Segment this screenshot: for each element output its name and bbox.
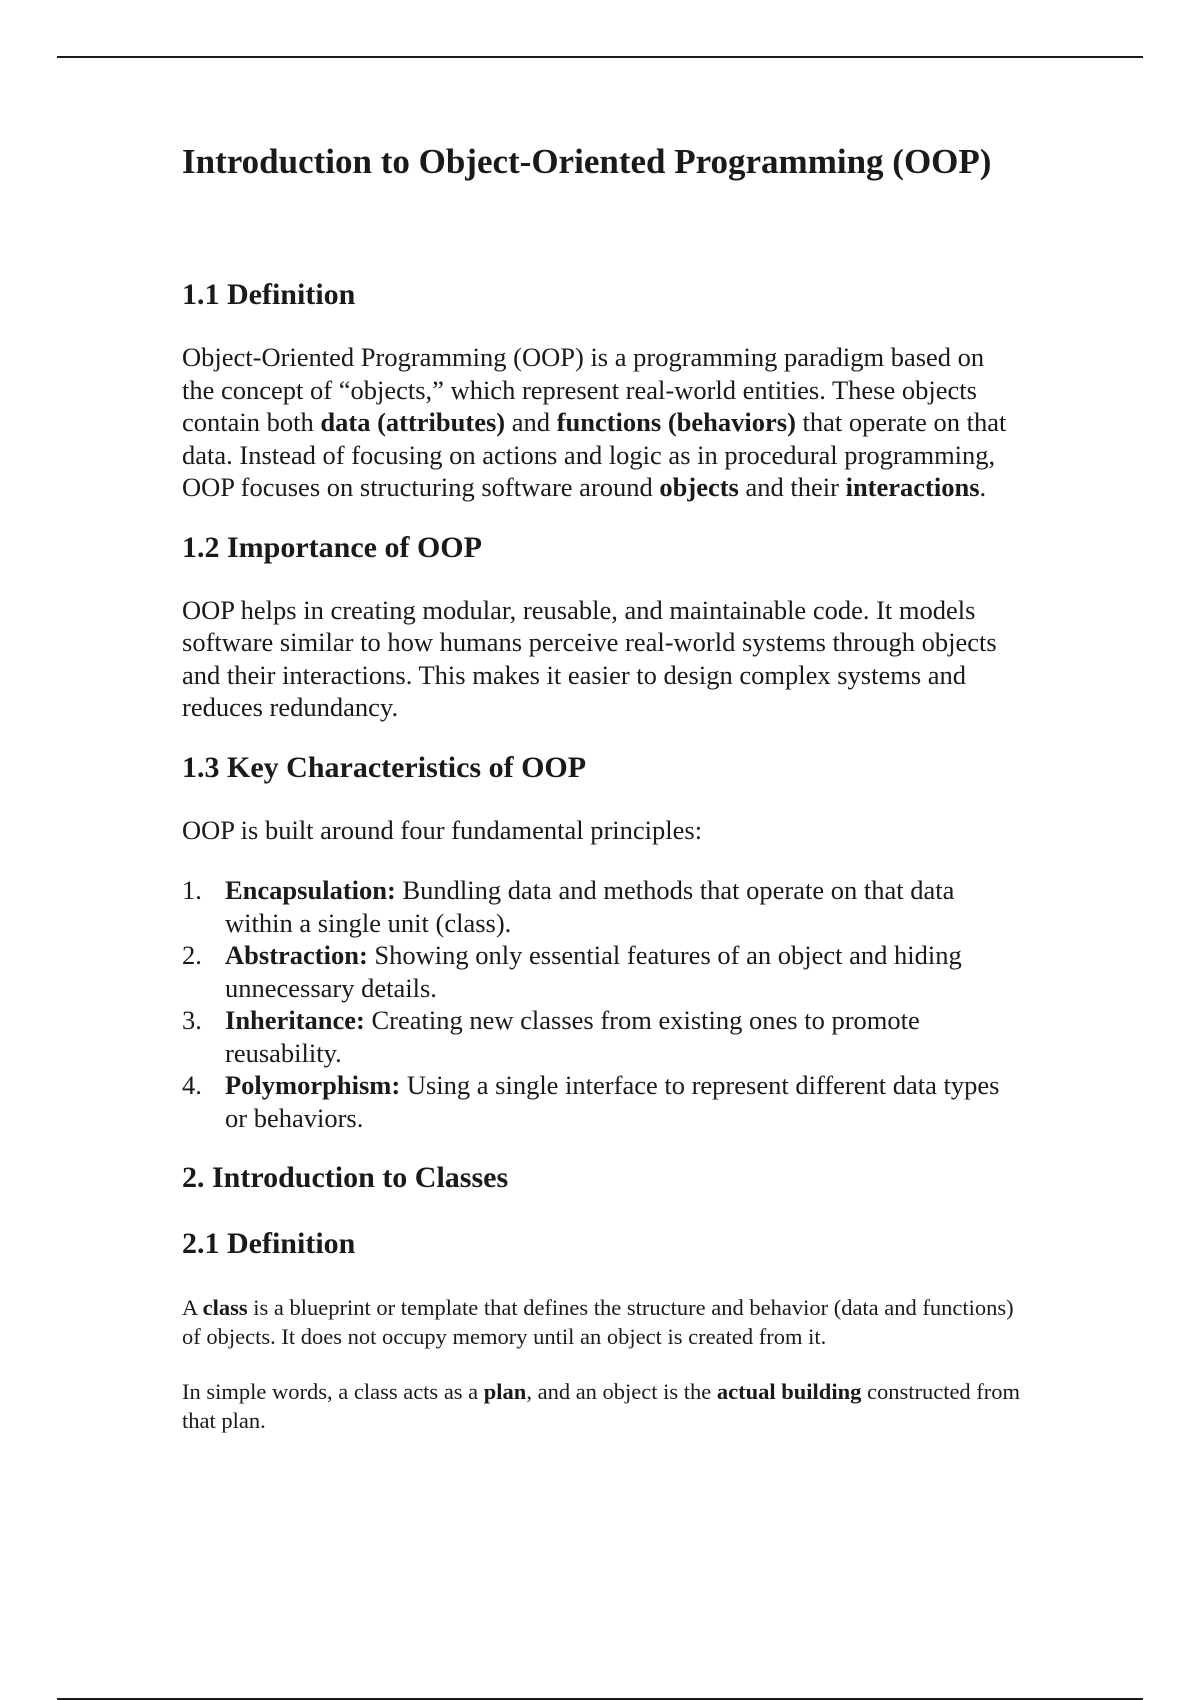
section-heading-1-3: 1.3 Key Characteristics of OOP	[182, 750, 587, 784]
list-item: 3. Inheritance: Creating new classes from existing ones to promote reusability.	[182, 1005, 920, 1068]
section-heading-2: 2. Introduction to Classes	[182, 1161, 509, 1194]
section-heading-1-1: 1.1 Definition	[182, 278, 356, 311]
page-top-rule	[57, 56, 1143, 58]
class-definition-paragraph: A class is a blueprint or template that defines the structure and behavior (data and functions) of objects. It does not occupy memory until an object is created from it.	[182, 1295, 1014, 1349]
importance-paragraph: OOP helps in creating modular, reusable, and maintainable code. It models software similar to how humans perceive real-world systems through objects and their interactions. This makes it easier to design complex systems and reduces redundancy.	[182, 594, 997, 722]
document-title: Introduction to Object-Oriented Programming (OOP)	[182, 142, 992, 181]
document-body	[182, 140, 1022, 1435]
list-item: 1. Encapsulation: Bundling data and methods that operate on that data within a single unit (class).	[182, 875, 955, 938]
list-item: 2. Abstraction: Showing only essential features of an object and hiding unnecessary details.	[182, 940, 962, 1003]
definition-paragraph: Object-Oriented Programming (OOP) is a programming paradigm based on the concept of “objects,” which represent real-world entities. These objects contain both data (attributes) and functions (behaviors) that operate on that data. Instead of focusing on actions and logic as in procedural programming, OOP focuses on structuring software around objects and their interactions.	[182, 342, 1007, 502]
principles-intro: OOP is built around four fundamental principles:	[182, 814, 703, 845]
section-heading-1-2: 1.2 Importance of OOP	[182, 530, 482, 564]
principles-list	[182, 874, 1022, 1134]
section-heading-2-1: 2.1 Definition	[182, 1227, 356, 1260]
class-analogy-paragraph: In simple words, a class acts as a plan, and an object is the actual building constructed from that plan.	[182, 1379, 1021, 1433]
list-item: 4. Polymorphism: Using a single interface to represent different data types or behaviors.	[182, 1070, 1000, 1133]
